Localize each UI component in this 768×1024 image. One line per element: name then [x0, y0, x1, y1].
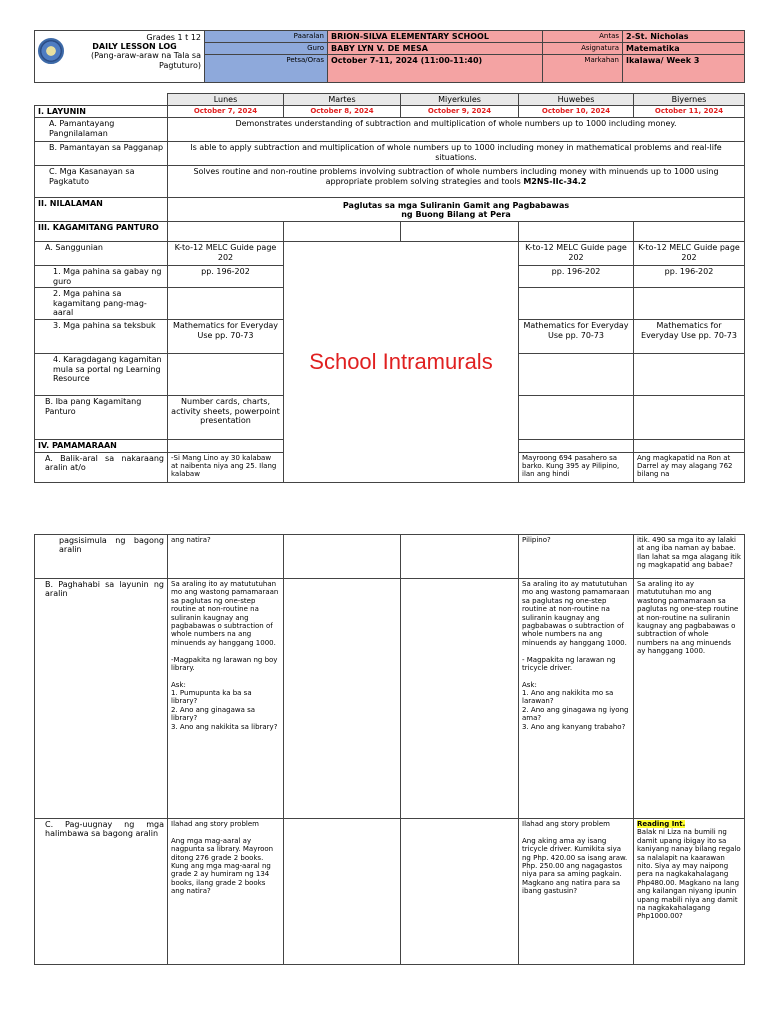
kag-empty-3: [401, 222, 519, 242]
paghahabi-lunes: Sa araling ito ay matututuhan mo ang wastong pamamaraan sa paglutas ng one-step routine at non-routine na suliranin kaugnay ang pagbabawas o subtraction of whole numbers na ang minuends ay hanggang 1000. -Magpakita ng larawan ng boy library. Ask: 1. Pumupunta ka ba sa library? 2. Ano ang ginagawa sa library? 3. Ano ang nakikita sa library?: [168, 579, 284, 819]
pamamaraan-title: IV. PAMAMARAAN: [35, 440, 168, 452]
guide-huwebes: K-to-12 MELC Guide page 202: [519, 242, 634, 266]
balik-aral-label-p2: pagsisimula ng bagong aralin: [35, 535, 168, 579]
header-table: [34, 30, 745, 83]
r4-biyernes: [634, 354, 745, 396]
pagganap-label: B. Pamantayan sa Pagganap: [35, 142, 168, 166]
markahan-label: Markahan: [543, 55, 623, 83]
dll-title: DAILY LESSON LOG: [92, 42, 177, 52]
guide-lunes: K-to-12 MELC Guide page 202: [168, 242, 284, 266]
teksbuk-lunes: Mathematics for Everyday Use pp. 70-73: [168, 320, 284, 354]
iba-pang-huwebes: [519, 396, 634, 440]
date-biyernes: October 11, 2024: [634, 106, 745, 118]
blank-corner: [35, 94, 168, 106]
guro-value: BABY LYN V. DE MESA: [328, 43, 543, 55]
kasanayan-text-body: Solves routine and non-routine problems involving subtraction of whole numbers including money with minuends up to 1000 using appropriate problem solving strategies and tools: [193, 167, 719, 186]
guide-biyernes: K-to-12 MELC Guide page 202: [634, 242, 745, 266]
pag-uugnay-lunes: Ilahad ang story problem Ang mga mag-aaral ay nagpunta sa library. Mayroon ditong 276 grade 2 books. Kung ang mga mag-aaral ng grade 2 ay humiram ng 134 books, ilang grade 2 books ang natira?: [168, 819, 284, 965]
guro-label: Guro: [205, 43, 328, 55]
balik-aral-lunes-p1: -Si Mang Lino ay 30 kalabaw at naibenta niya ang 25. Ilang kalabaw: [168, 452, 284, 482]
paghahabi-huwebes: Sa araling ito ay matututuhan mo ang wastong pamamaraan sa paglutas ng one-step routine at non-routine na suliranin kaugnay ang pagbabawas o subtraction of whole numbers na ang minuends ay hanggang 1000. - Magpakita ng larawan ng tricycle driver. Ask: 1. Ano ang nakikita mo sa larawan? 2. Ano ang ginagawa ng iyong ama? 3. Ano ang kanyang trabaho?: [519, 579, 634, 819]
pag-uugnay-martes: [284, 819, 401, 965]
pamantayang-text: Demonstrates understanding of subtraction and multiplication of whole numbers up to 1000 including money.: [168, 118, 745, 142]
reading-int-highlight: Reading Int.: [637, 820, 686, 828]
kagamitan-title: III. KAGAMITANG PANTURO: [35, 222, 168, 242]
gabay-biyernes: pp. 196-202: [634, 266, 745, 288]
teksbuk-label: 3. Mga pahina sa teksbuk: [35, 320, 168, 354]
teksbuk-huwebes: Mathematics for Everyday Use pp. 70-73: [519, 320, 634, 354]
school-intramurals-note: School Intramurals: [284, 242, 519, 482]
lesson-table-page2: [34, 534, 745, 965]
r2-huwebes: [519, 288, 634, 320]
iba-pang-kagamitan-label: B. Iba pang Kagamitang Panturo: [35, 396, 168, 440]
kag-empty-5: [634, 222, 745, 242]
pam-empty-5: [634, 440, 745, 452]
gabay-label: 1. Mga pahina sa gabay ng guro: [35, 266, 168, 288]
pam-empty-1: [168, 440, 284, 452]
balik-aral-biyernes-p1: Ang magkapatid na Ron at Darrel ay may alagang 762 bilang na: [634, 452, 745, 482]
gabay-huwebes: pp. 196-202: [519, 266, 634, 288]
kasanayan-text: [168, 166, 745, 198]
balik-aral-label-p1: A. Balik-aral sa nakaraang aralin at/o: [35, 452, 168, 482]
pag-uugnay-biyernes: [634, 819, 745, 965]
kag-empty-4: [519, 222, 634, 242]
pamantayang-label: A. Pamantayang Pangnilalaman: [35, 118, 168, 142]
layunin-title: I. LAYUNIN: [35, 106, 168, 118]
date-miyerkules: October 9, 2024: [401, 106, 519, 118]
day-biyernes: Biyernes: [634, 94, 745, 106]
asignatura-label: Asignatura: [543, 43, 623, 55]
iba-pang-biyernes: [634, 396, 745, 440]
pag-uugnay-biyernes-text: Balak ni Liza na bumili ng damit upang ibigay ito sa kaniyang nanay bilang regalo sa nalalapit na kaarawan nito. Siya ay may naipong pera na nagkakahalagang Php480.00. Magkano na lang ang kailangan niyang ipunin upang mabili niya ang damit na nagkakahalagang Php1000.00?: [637, 828, 741, 921]
kasanayan-code: M2NS-IIc-34.2: [523, 176, 587, 186]
teksbuk-biyernes: Mathematics for Everyday Use pp. 70-73: [634, 320, 745, 354]
paghahabi-label: B. Paghahabi sa layunin ng aralin: [35, 579, 168, 819]
antas-value: 2-St. Nicholas: [623, 31, 745, 43]
pag-uugnay-label: C. Pag-uugnay ng mga halimbawa sa bagong aralin: [35, 819, 168, 965]
paghahabi-miyerkules: [401, 579, 519, 819]
day-martes: Martes: [284, 94, 401, 106]
grades-label: Grades 1 t 12: [146, 33, 201, 42]
date-huwebes: October 10, 2024: [519, 106, 634, 118]
paghahabi-martes: [284, 579, 401, 819]
balik-aral-lunes-p2: ang natira?: [168, 535, 284, 579]
balik-aral-miyerkules: [401, 535, 519, 579]
paaralan-label: Paaralan: [205, 31, 328, 43]
gabay-lunes: pp. 196-202: [168, 266, 284, 288]
kagamitang-pang-mag-aaral-label: 2. Mga pahina sa kagamitang pang-mag-aaral: [35, 288, 168, 320]
antas-label: Antas: [543, 31, 623, 43]
pag-uugnay-huwebes: Ilahad ang story problem Ang aking ama ay isang tricycle driver. Kumikita siya ng Php. 420.00 sa isang araw. Php. 250.00 ang nagagastos niya para sa aming pagkain. Magkano ang natira para sa ibang gastusin?: [519, 819, 634, 965]
deped-seal-icon: [38, 38, 64, 64]
balik-aral-martes: [284, 535, 401, 579]
nilalaman-text: Paglutas sa mga Suliranin Gamit ang Pagbabawas ng Buong Bilang at Pera: [168, 198, 745, 222]
r2-lunes: [168, 288, 284, 320]
day-miyerkules: Miyerkules: [401, 94, 519, 106]
r4-huwebes: [519, 354, 634, 396]
balik-aral-huwebes-p2: Pilipino?: [519, 535, 634, 579]
dll-subtitle: (Pang-araw-araw na Tala sa Pagtuturo): [91, 51, 201, 70]
nilalaman-title: II. NILALAMAN: [35, 198, 168, 222]
pam-empty-4: [519, 440, 634, 452]
lesson-table-page1: [34, 93, 745, 483]
kag-empty-2: [284, 222, 401, 242]
balik-aral-huwebes-p1: Mayroong 694 pasahero sa barko. Kung 395 ay Pilipino, ilan ang hindi: [519, 452, 634, 482]
petsa-label: Petsa/Oras: [205, 55, 328, 83]
day-huwebes: Huwebes: [519, 94, 634, 106]
markahan-value: Ikalawa/ Week 3: [623, 55, 745, 83]
r4-lunes: [168, 354, 284, 396]
date-lunes: October 7, 2024: [168, 106, 284, 118]
pag-uugnay-miyerkules: [401, 819, 519, 965]
balik-aral-biyernes-p2: itik. 490 sa mga ito ay lalaki at ang iba naman ay babae. Ilan lahat sa mga alagang itik ng magkapatid ang babae?: [634, 535, 745, 579]
paghahabi-biyernes: Sa araling ito ay matututuhan mo ang wastong pamamaraan sa paglutas ng one-step routine at non-routine na suliranin kaugnay ang pagbabawas o subtraction of whole numbers na ang minuends ay hanggang 1000.: [634, 579, 745, 819]
date-martes: October 8, 2024: [284, 106, 401, 118]
paaralan-value: BRION-SILVA ELEMENTARY SCHOOL: [328, 31, 543, 43]
header-left: [35, 31, 205, 83]
sanggunian-label: A. Sanggunian: [35, 242, 168, 266]
asignatura-value: Matematika: [623, 43, 745, 55]
karagdagang-label: 4. Karagdagang kagamitan mula sa portal ng Learning Resource: [35, 354, 168, 396]
day-lunes: Lunes: [168, 94, 284, 106]
iba-pang-lunes: Number cards, charts, activity sheets, powerpoint presentation: [168, 396, 284, 440]
petsa-value: October 7-11, 2024 (11:00-11:40): [328, 55, 543, 83]
kasanayan-label: C. Mga Kasanayan sa Pagkatuto: [35, 166, 168, 198]
r2-biyernes: [634, 288, 745, 320]
kag-empty-1: [168, 222, 284, 242]
pagganap-text: Is able to apply subtraction and multiplication of whole numbers up to 1000 including money in mathematical problems and real-life situations.: [168, 142, 745, 166]
